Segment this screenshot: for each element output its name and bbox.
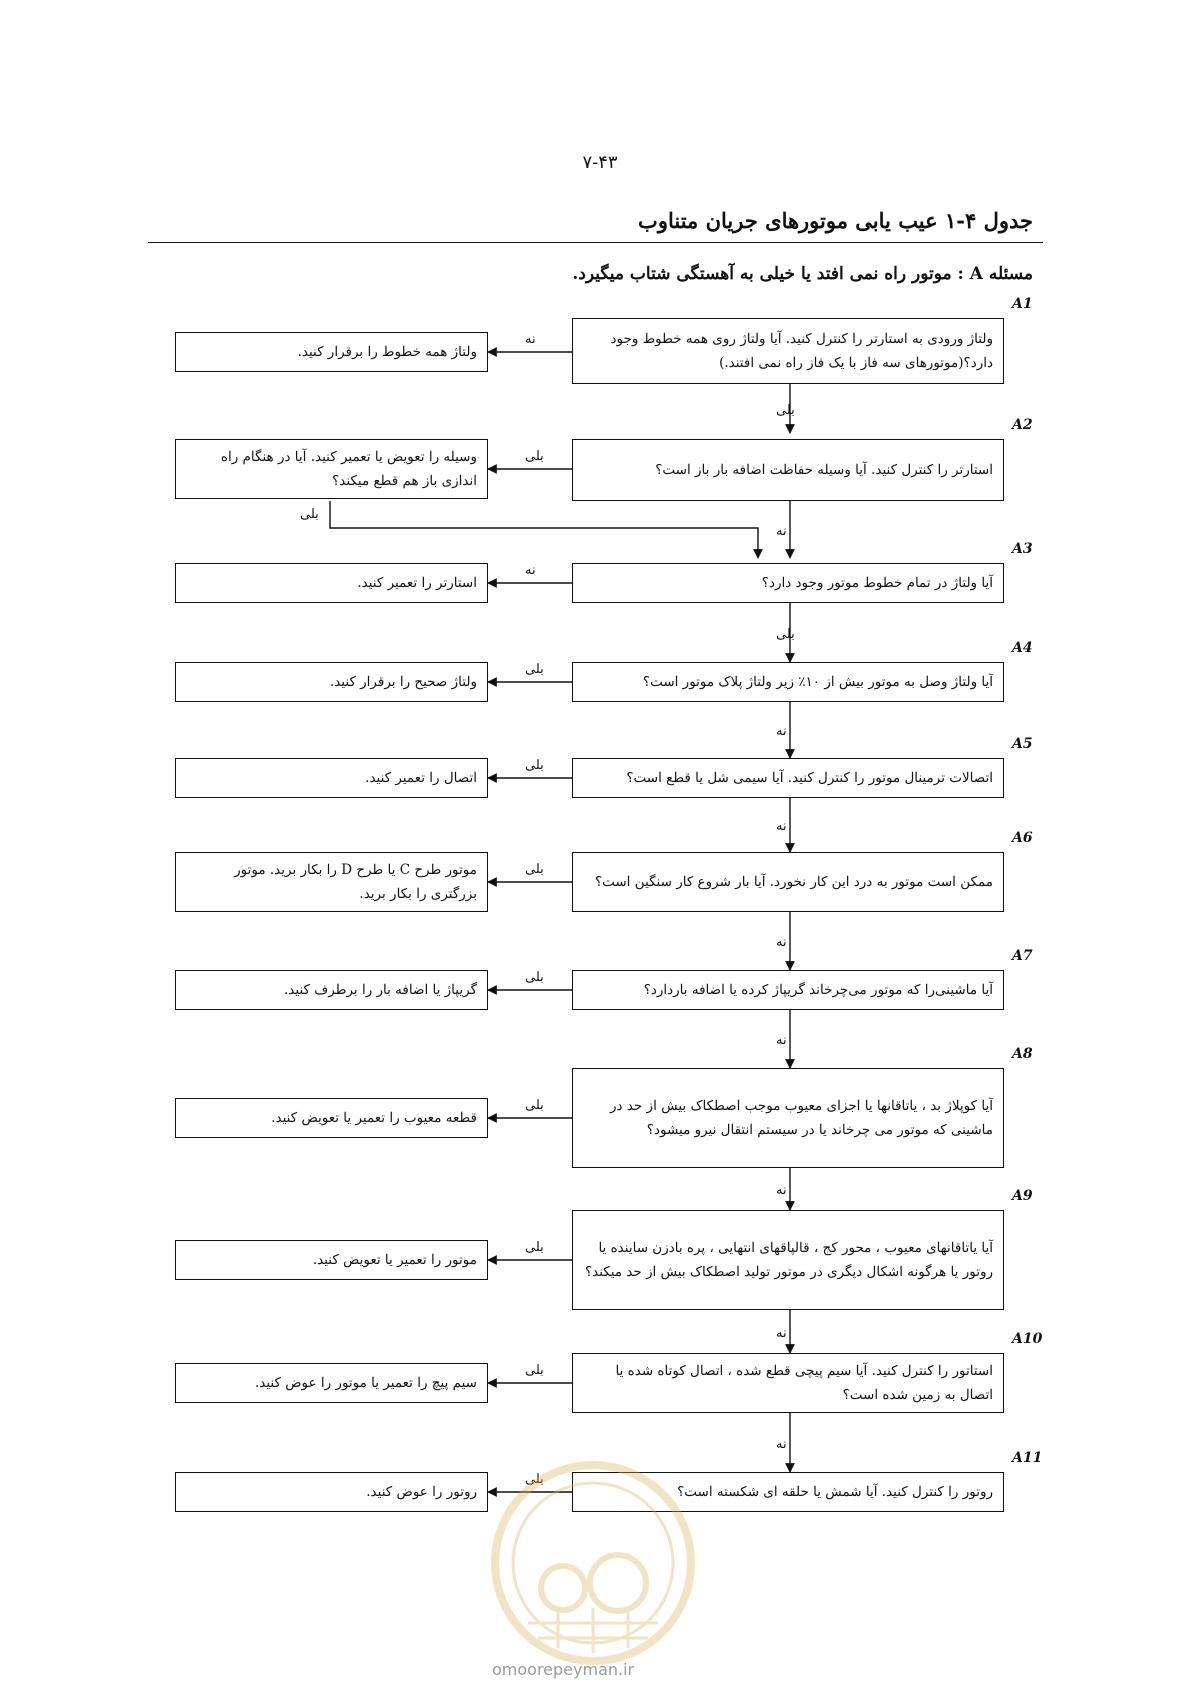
question-box — [572, 1068, 1004, 1168]
return-label: بلی — [300, 507, 319, 522]
question-text: آیا یاتاقانهای معیوب ، محور کج ، قالپاقهای انتهایی ، پره بادزن ساینده یا روتور یا هرگونه اشکال دیگری در موتور تولید اصطکاک بیش از حد میکند؟ — [584, 1240, 993, 1280]
branch-label: بلی — [525, 1240, 544, 1255]
page-number: ۷-۴۳ — [582, 152, 618, 173]
action-box — [175, 439, 488, 499]
action-box — [175, 1363, 488, 1403]
question-text: ممکن است موتور به درد این کار نخورد. آیا بار شروع کار سنگین است؟ — [594, 874, 993, 890]
question-text: آیا ولتاژ در تمام خطوط موتور وجود دارد؟ — [761, 575, 993, 591]
question-text: اتصالات ترمینال موتور را کنترل کنید. آیا سیمی شل یا قطع است؟ — [626, 770, 993, 786]
down-label: نه — [776, 724, 787, 739]
action-box — [175, 758, 488, 798]
step-id: A8 — [1012, 1046, 1033, 1062]
branch-label: بلی — [525, 862, 544, 877]
step-id: A9 — [1012, 1188, 1033, 1204]
down-label: نه — [776, 523, 787, 539]
question-text: آیا کوپلاژ بد ، یاتاقانها یا اجزای معیوب موجب اصطکاک بیش از حد در ماشینی که موتور می چرخاند یا در سیستم انتقال نیرو میشود؟ — [610, 1098, 993, 1138]
branch-label: بلی — [525, 1363, 544, 1378]
question-text: ولتاژ ورودی به استارتر را کنترل کنید. آیا ولتاژ روی همه خطوط وجود دارد؟(موتورهای سه فاز با یک فاز راه نمی افتند.) — [610, 331, 993, 371]
watermark-seal — [488, 1458, 698, 1668]
question-box — [572, 662, 1004, 702]
action-text: موتور طرح C یا طرح D را بکار برید. موتور بزرگتری را بکار برید. — [234, 862, 477, 902]
question-text: آیا ولتاژ وصل به موتور بیش از ۱۰٪ زیر ولتاژ پلاک موتور است؟ — [642, 674, 993, 690]
branch-label: نه — [525, 563, 536, 578]
question-text: استارتر را کنترل کنید. آیا وسیله حفاظت اضافه بار باز است؟ — [655, 462, 993, 478]
action-text: موتور را تعمیر یا تعویض کنید. — [312, 1252, 477, 1268]
branch-label: بلی — [525, 758, 544, 773]
question-box — [572, 318, 1004, 384]
branch-label: نه — [525, 332, 536, 347]
question-box — [572, 758, 1004, 798]
down-label: بلی — [776, 402, 795, 418]
action-box — [175, 1240, 488, 1280]
action-box — [175, 662, 488, 702]
action-text: وسیله را تعویض یا تعمیر کنید. آیا در هنگام راه اندازی باز هم قطع میکند؟ — [220, 449, 477, 489]
question-box — [572, 970, 1004, 1010]
step-id: A5 — [1012, 736, 1033, 752]
question-text: استاتور را کنترل کنید. آیا سیم پیچی قطع شده ، اتصال کوتاه شده یا اتصال به زمین شده است؟ — [615, 1363, 993, 1403]
down-label: نه — [776, 935, 787, 950]
action-box — [175, 1472, 488, 1512]
branch-label: بلی — [525, 1472, 544, 1487]
step-id: A1 — [1012, 296, 1033, 312]
action-text: اتصال را تعمیر کنید. — [365, 770, 477, 786]
step-id: A6 — [1012, 830, 1033, 846]
down-label: بلی — [776, 626, 795, 642]
action-box — [175, 970, 488, 1010]
down-label: نه — [776, 1183, 787, 1198]
question-text: روتور را کنترل کنید. آیا شمش یا حلقه ای شکسته است؟ — [677, 1484, 993, 1500]
branch-label: بلی — [525, 1098, 544, 1113]
action-text: گریپاژ یا اضافه بار را برطرف کنید. — [284, 982, 477, 998]
action-text: ولتاژ همه خطوط را برقرار کنید. — [297, 344, 477, 360]
action-text: استارتر را تعمیر کنید. — [357, 575, 477, 591]
action-text: روتور را عوض کنید. — [366, 1484, 477, 1500]
branch-label: بلی — [525, 449, 544, 464]
table-title: جدول ۴-۱ عیب یابی موتورهای جریان متناوب — [638, 208, 1033, 233]
question-box — [572, 439, 1004, 501]
question-box — [572, 1353, 1004, 1413]
branch-label: بلی — [525, 662, 544, 677]
step-id: A11 — [1012, 1450, 1043, 1466]
branch-label: بلی — [525, 970, 544, 985]
action-text: سیم پیچ را تعمیر یا موتور را عوض کنید. — [254, 1375, 477, 1391]
question-text: آیا ماشینی‌را که موتور می‌چرخاند گریپاژ کرده یا اضافه باردارد؟ — [643, 982, 993, 998]
problem-statement: مسئله A : موتور راه نمی افتد یا خیلی به آهستگی شتاب میگیرد. — [572, 264, 1033, 284]
step-id: A7 — [1012, 948, 1033, 964]
step-id: A4 — [1012, 640, 1033, 656]
watermark-url: omoorepeyman.ir — [492, 1660, 635, 1679]
step-id: A10 — [1012, 1331, 1043, 1347]
action-box — [175, 332, 488, 372]
down-label: نه — [776, 1033, 787, 1048]
down-label: نه — [776, 1325, 787, 1341]
action-text: قطعه معیوب را تعمیر یا تعویض کنید. — [271, 1110, 477, 1126]
action-box — [175, 852, 488, 912]
down-label: نه — [776, 819, 787, 834]
action-box — [175, 1098, 488, 1138]
action-box — [175, 563, 488, 603]
step-id: A2 — [1012, 417, 1033, 433]
question-box — [572, 852, 1004, 912]
step-id: A3 — [1012, 541, 1033, 557]
down-label: نه — [776, 1436, 787, 1452]
question-box — [572, 1210, 1004, 1310]
question-box — [572, 563, 1004, 603]
action-text: ولتاژ صحیح را برقرار کنید. — [329, 674, 477, 690]
